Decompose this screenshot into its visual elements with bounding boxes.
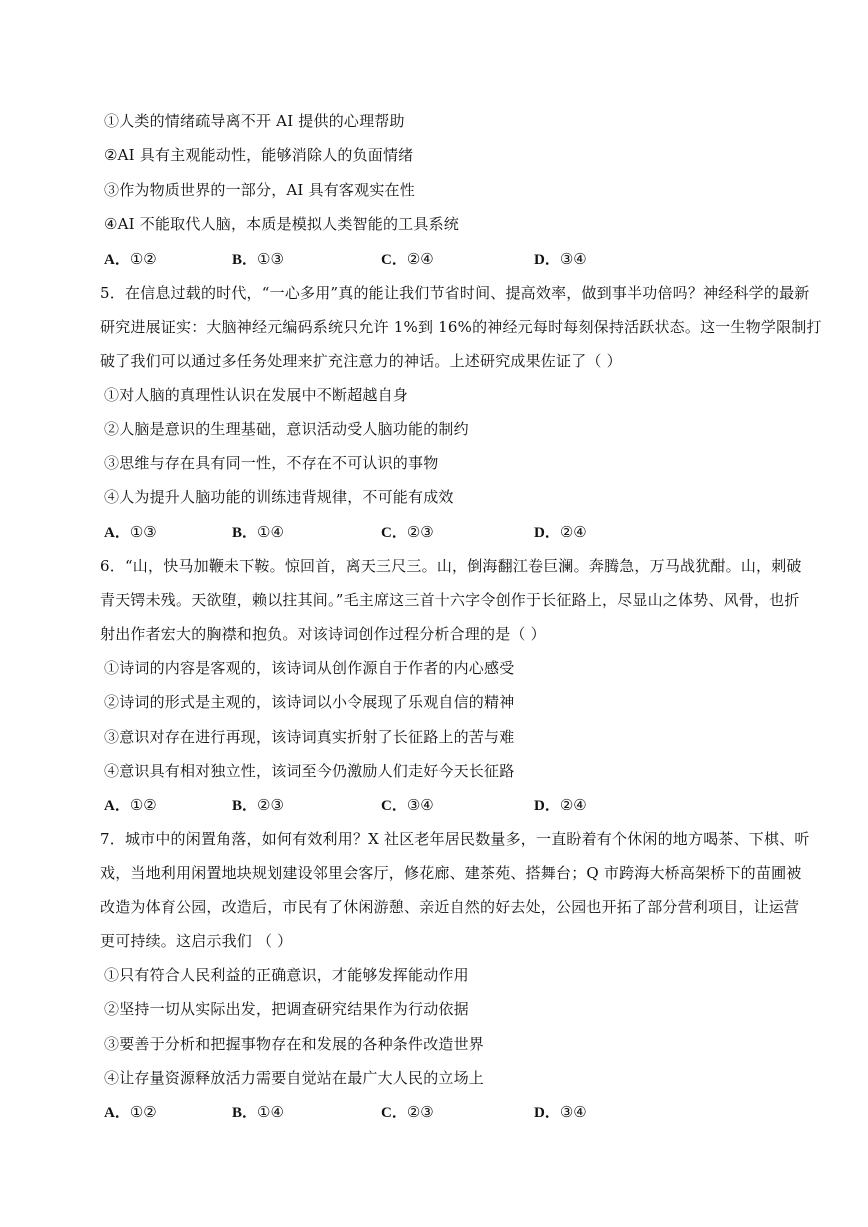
q6-item-1: ①诗词的内容是客观的，该诗词从创作源自于作者的内心感受 <box>104 659 515 677</box>
q5-choice-b[interactable]: B．①④ <box>232 523 284 541</box>
q7-choice-d[interactable]: D．③④ <box>534 1103 587 1121</box>
q7-stem-line-3: 改造为体育公园，改造后，市民有了休闲游憩、亲近自然的好去处，公园也开拓了部分营利项目，让运营 <box>100 898 800 916</box>
q4-item-3: ③作为物质世界的一部分，AI 具有客观实在性 <box>104 181 415 199</box>
q4-choice-d[interactable]: D．③④ <box>534 250 587 268</box>
q5-choice-a[interactable]: A．①③ <box>104 523 157 541</box>
q6-choice-d[interactable]: D．②④ <box>534 796 587 814</box>
q6-item-4: ④意识具有相对独立性，该词至今仍激励人们走好今天长征路 <box>104 762 515 780</box>
q7-choice-c[interactable]: C．②③ <box>381 1103 434 1121</box>
q7-stem-line-1: 7．城市中的闲置角落，如何有效利用？X 社区老年居民数量多，一直盼着有个休闲的地方喝茶、下棋、听 <box>100 830 810 848</box>
q4-item-4: ④AI 不能取代人脑，本质是模拟人类智能的工具系统 <box>104 215 459 233</box>
q5-item-3: ③思维与存在具有同一性，不存在不可认识的事物 <box>104 454 439 472</box>
q4-item-2: ②AI 具有主观能动性，能够消除人的负面情绪 <box>104 146 414 164</box>
q7-choices <box>104 1102 744 1122</box>
q7-item-3: ③要善于分析和把握事物存在和发展的各种条件改造世界 <box>104 1035 485 1053</box>
q6-item-2: ②诗词的形式是主观的，该诗词以小令展现了乐观自信的精神 <box>104 693 515 711</box>
q7-stem-line-2: 戏，当地利用闲置地块规划建设邻里会客厅，修花廊、建茶苑、搭舞台；Q 市跨海大桥高架桥下的苗圃被 <box>100 864 802 882</box>
q6-stem-line-1: 6．“山，快马加鞭未下鞍。惊回首，离天三尺三。山，倒海翻江卷巨澜。奔腾急，万马战犹酣。山，刺破 <box>100 557 802 575</box>
q4-choice-c[interactable]: C．②④ <box>381 250 434 268</box>
q6-choice-b[interactable]: B．②③ <box>232 796 284 814</box>
q5-choice-d[interactable]: D．②④ <box>534 523 587 541</box>
q6-stem-line-2: 青天锷未残。天欲堕，赖以拄其间。”毛主席这三首十六字令创作于长征路上，尽显山之体势、风骨，也折 <box>100 591 800 609</box>
q7-choice-b[interactable]: B．①④ <box>232 1103 284 1121</box>
q6-choices <box>104 795 744 815</box>
q4-choice-a[interactable]: A．①② <box>104 250 157 268</box>
q4-item-1: ①人类的情绪疏导离不开 AI 提供的心理帮助 <box>104 112 405 130</box>
q5-item-1: ①对人脑的真理性认识在发展中不断超越自身 <box>104 386 409 404</box>
q4-choice-b[interactable]: B．①③ <box>232 250 284 268</box>
q7-item-1: ①只有符合人民利益的正确意识，才能够发挥能动作用 <box>104 966 469 984</box>
q5-item-2: ②人脑是意识的生理基础，意识活动受人脑功能的制约 <box>104 420 469 438</box>
q5-choice-c[interactable]: C．②③ <box>381 523 434 541</box>
q5-choices <box>104 522 744 542</box>
q7-stem-line-4: 更可持续。这启示我们 （ ） <box>100 932 293 950</box>
q6-choice-c[interactable]: C．③④ <box>381 796 434 814</box>
q5-item-4: ④人为提升人脑功能的训练违背规律，不可能有成效 <box>104 488 454 506</box>
q4-choices <box>104 249 744 269</box>
q5-stem-line-3: 破了我们可以通过多任务处理来扩充注意力的神话。上述研究成果佐证了（ ） <box>100 352 622 370</box>
q5-stem-line-2: 研究进展证实：大脑神经元编码系统只允许 1%到 16%的神经元每时每刻保持活跃状态。这一生物学限制打 <box>100 318 822 336</box>
q5-stem-line-1: 5．在信息过载的时代，“一心多用”真的能让我们节省时间、提高效率，做到事半功倍吗？神经科学的最新 <box>100 284 810 302</box>
q6-stem-line-3: 射出作者宏大的胸襟和抱负。对该诗词创作过程分析合理的是（ ） <box>100 625 546 643</box>
q7-item-2: ②坚持一切从实际出发，把调查研究结果作为行动依据 <box>104 1000 469 1018</box>
q7-choice-a[interactable]: A．①② <box>104 1103 157 1121</box>
q6-choice-a[interactable]: A．①② <box>104 796 157 814</box>
q6-item-3: ③意识对存在进行再现，该诗词真实折射了长征路上的苦与难 <box>104 728 515 746</box>
q7-item-4: ④让存量资源释放活力需要自觉站在最广大人民的立场上 <box>104 1069 485 1087</box>
